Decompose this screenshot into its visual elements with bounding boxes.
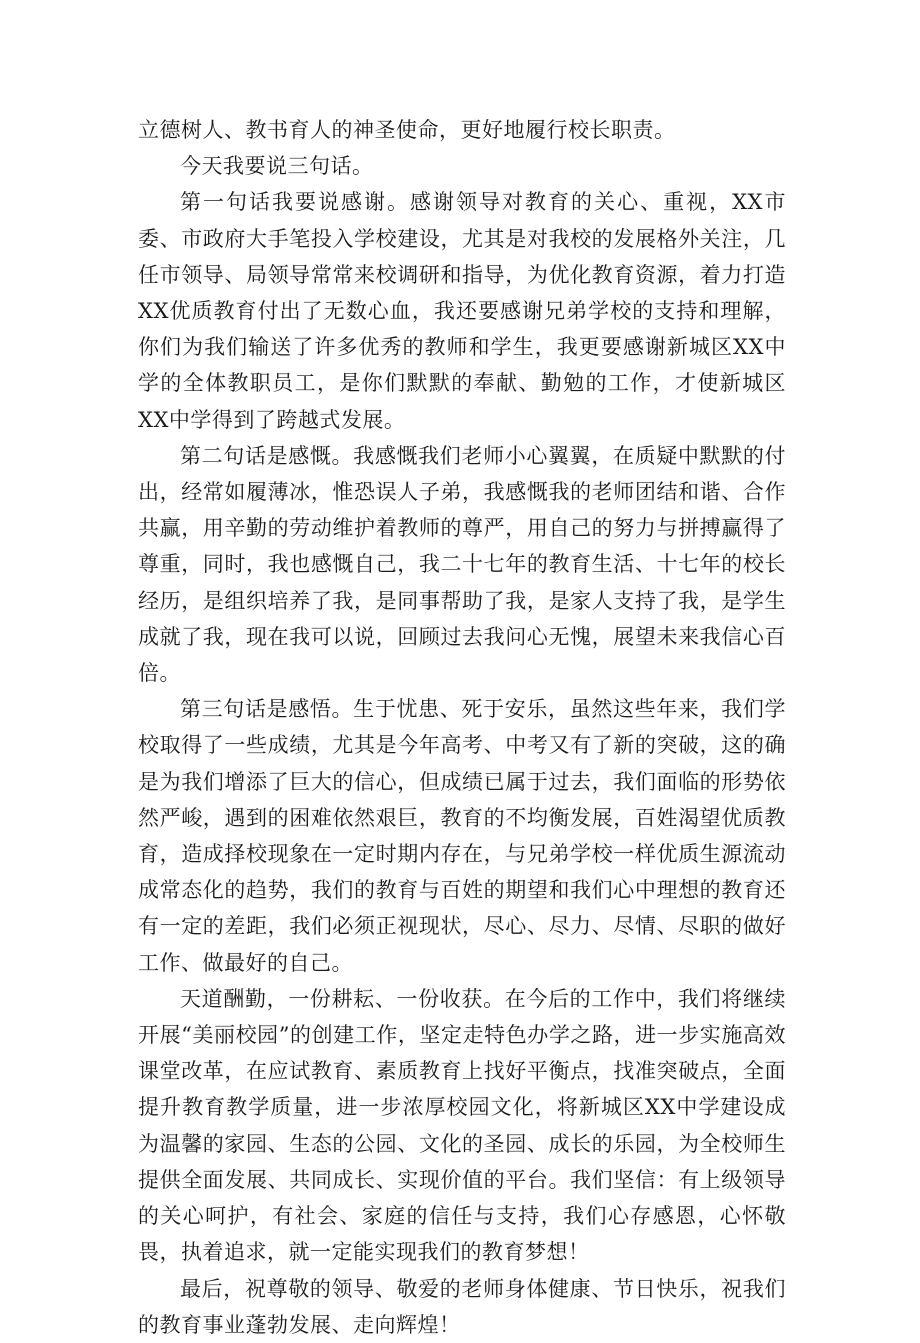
paragraph-5: 第三句话是感悟。生于忧患、死于安乐，虽然这些年来，我们学校取得了一些成绩，尤其是今年高考、中考又有了新的突破，这的确是为我们增添了巨大的信心，但成绩已属于过去，我们面临的形势依然严峻，遇到的困难依然艰巨，教育的不均衡发展，百姓渴望优质教育，造成择校现象在一定时期内存在，与兄弟学校一样优质生源流动成常态化的趋势，我们的教育与百姓的期望和我们心中理想的教育还有一定的差距，我们必须正视现状，尽心、尽力、尽情、尽职的做好工作、做最好的自己。	[138, 697, 786, 975]
paragraph-3: 第一句话我要说感谢。感谢领导对教育的关心、重视，XX市委、市政府大手笔投入学校建设，尤其是对我校的发展格外关注，几任市领导、局领导常常来校调研和指导，为优化教育资源，着力打造XX优质教育付出了无数心血，我还要感谢兄弟学校的支持和理解，你们为我们输送了许多优秀的教师和学生，我更要感谢新城区XX中学的全体教职员工，是你们默默的奉献、勤勉的工作，才使新城区XX中学得到了跨越式发展。	[138, 190, 786, 432]
paragraph-1: 立德树人、教书育人的神圣使命，更好地履行校长职责。	[138, 118, 676, 142]
paragraph-4: 第二句话是感慨。我感慨我们老师小心翼翼，在质疑中默默的付出，经常如履薄冰，惟恐误人子弟，我感慨我的老师团结和谐、合作共赢，用辛勤的劳动维护着教师的尊严，用自己的努力与拼搏赢得了尊重，同时，我也感慨自己，我二十七年的教育生活、十七年的校长经历，是组织培养了我，是同事帮助了我，是家人支持了我，是学生成就了我，现在我可以说，回顾过去我问心无愧，展望未来我信心百倍。	[138, 443, 786, 686]
document-body	[138, 112, 786, 1343]
paragraph-2: 今天我要说三句话。	[180, 154, 374, 179]
paragraph-6: 天道酬勤，一份耕耘、一份收获。在今后的工作中，我们将继续开展“美丽校园”的创建工作，坚定走特色办学之路，进一步实施高效课堂改革，在应试教育、素质教育上找好平衡点，找准突破点，全面提升教育教学质量，进一步浓厚校园文化，将新城区XX中学建设成为温馨的家园、生态的公园、文化的圣园、成长的乐园，为全校师生提供全面发展、共同成长、实现价值的平台。我们坚信：有上级领导的关心呵护，有社会、家庭的信任与支持，我们心存感恩，心怀敬畏，执着追求，就一定能实现我们的教育梦想！	[138, 986, 786, 1265]
paragraph-7: 最后，祝尊敬的领导、敬爱的老师身体健康、节日快乐，祝我们的教育事业蓬勃发展、走向辉煌！	[138, 1276, 786, 1337]
